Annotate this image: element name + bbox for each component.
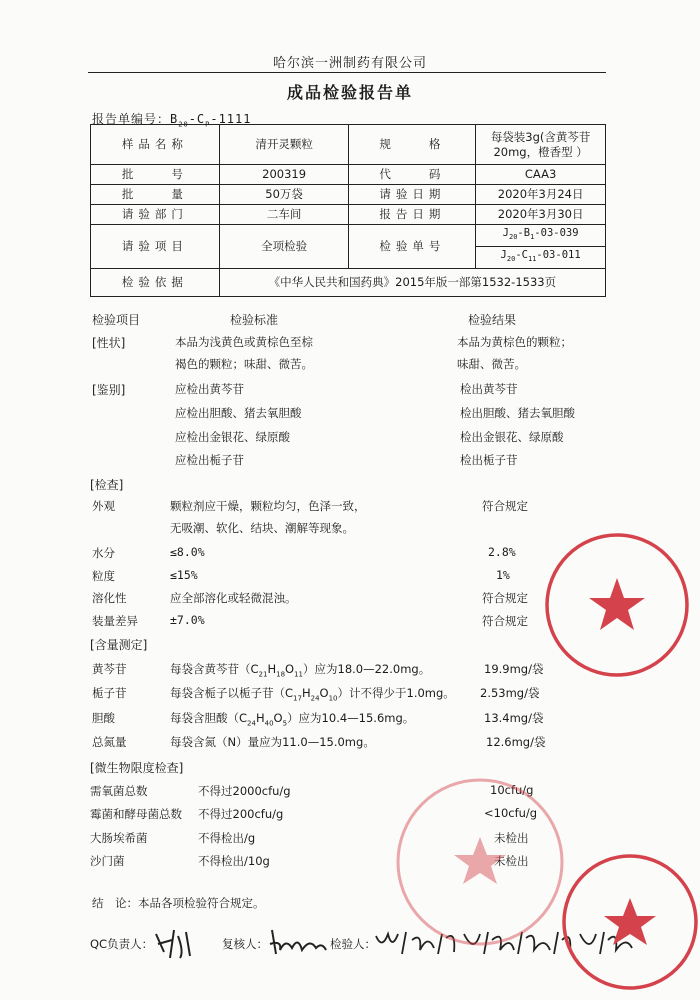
- traits-result-2: 味甜、微苦。: [457, 357, 526, 371]
- column-header-item: 检验项目: [92, 313, 141, 327]
- item-value: 全项检验: [219, 225, 349, 269]
- assay-result: 2.53mg/袋: [480, 686, 540, 700]
- appearance-standard-1: 颗粒剂应干燥，颗粒均匀，色泽一致，: [170, 499, 366, 513]
- batch-label: 批 号: [91, 165, 220, 185]
- column-header-result: 检验结果: [468, 313, 517, 327]
- inspection-result: 符合规定: [482, 614, 528, 628]
- microbial-item: 霉菌和酵母菌总数: [90, 807, 182, 821]
- assay-item: 总氮量: [92, 735, 127, 749]
- basis-value: 《中华人民共和国药典》2015年版一部第1532-1533页: [219, 269, 605, 297]
- section-traits: [性状]: [92, 336, 126, 350]
- inspection-item: 水分: [92, 546, 115, 560]
- quantity-value: 50万袋: [219, 185, 349, 205]
- spec-value: 每袋装3g(含黄芩苷 20mg，橙香型 ）: [476, 125, 606, 165]
- appearance-item: 外观: [92, 499, 115, 513]
- spec-label: 规 格: [349, 125, 476, 165]
- section-microbial: [微生物限度检查]: [90, 761, 184, 775]
- quality-seal-company: [393, 775, 568, 950]
- microbial-result: 未检出: [494, 854, 529, 868]
- inspection-result: 符合规定: [482, 591, 528, 605]
- header-rule: [88, 72, 606, 73]
- assay-standard: 每袋含胆酸$(C_{24}H_{40}O_5)$应为10.4—15.6mg。: [170, 711, 415, 728]
- section-identification: [鉴别]: [92, 383, 126, 397]
- qc-label: QC负责人：: [90, 937, 154, 951]
- inspection-standard: ≤15%: [170, 568, 198, 582]
- table-row: [91, 165, 606, 185]
- order-number-2: $J_{20}-C_{11}-03-011$: [476, 247, 606, 269]
- assay-standard: 每袋含黄芩苷$(C_{21}H_{18}O_{11})$应为18.0—22.0mg。: [170, 662, 431, 679]
- table-row: [91, 185, 606, 205]
- inspection-seal: [542, 530, 692, 680]
- microbial-item: 需氧菌总数: [90, 784, 148, 798]
- microbial-standard: 不得检出/g: [198, 831, 256, 845]
- traits-standard-1: 本品为浅黄色或黄棕色至棕: [175, 335, 313, 349]
- microbial-result: <10cfu/g: [484, 806, 538, 820]
- report-date-label: 报告日期: [349, 205, 476, 225]
- inspection-item: 粒度: [92, 569, 115, 583]
- request-date-label: 请验日期: [349, 185, 476, 205]
- quantity-label: 批 量: [91, 185, 220, 205]
- qc-signature: [150, 922, 200, 962]
- table-row: [91, 269, 606, 297]
- conclusion: 结 论：本品各项检验符合规定。: [92, 896, 265, 910]
- department-label: 请验部门: [91, 205, 220, 225]
- identification-result: 检出金银花、绿原酸: [460, 430, 564, 444]
- table-row: [91, 225, 606, 247]
- microbial-item: 大肠埃希菌: [90, 831, 148, 845]
- assay-result: 13.4mg/袋: [484, 711, 544, 725]
- inspection-standard: ±7.0%: [170, 613, 205, 627]
- table-row: [91, 205, 606, 225]
- identification-result: 检出黄芩苷: [460, 382, 518, 396]
- order-label: 检验单号: [349, 225, 476, 269]
- quality-seal-distributor: [560, 852, 700, 992]
- identification-standard: 应检出金银花、绿原酸: [175, 430, 290, 444]
- assay-item: 黄芩苷: [92, 662, 127, 676]
- section-inspection: [检查]: [90, 478, 124, 492]
- item-label: 请验项目: [91, 225, 220, 269]
- identification-standard: 应检出黄芩苷: [175, 382, 244, 396]
- appearance-result: 符合规定: [482, 499, 528, 513]
- microbial-item: 沙门菌: [90, 854, 125, 868]
- request-date-value: 2020年3月24日: [476, 185, 606, 205]
- inspector-label: 检验人：: [330, 937, 376, 951]
- report-date-value: 2020年3月30日: [476, 205, 606, 225]
- assay-result: 19.9mg/袋: [484, 662, 544, 676]
- sample-info-table: [90, 124, 606, 297]
- sample-name-value: 清开灵颗粒: [219, 125, 349, 165]
- traits-result-1: 本品为黄棕色的颗粒；: [457, 335, 572, 349]
- inspection-item: 溶化性: [92, 591, 127, 605]
- identification-standard: 应检出胆酸、猪去氧胆酸: [175, 406, 302, 420]
- batch-value: 200319: [219, 165, 349, 185]
- code-label: 代 码: [349, 165, 476, 185]
- traits-standard-2: 褐色的颗粒；味甜、微苦。: [175, 357, 313, 371]
- assay-item: 胆酸: [92, 711, 115, 725]
- microbial-standard: 不得过200cfu/g: [198, 807, 284, 821]
- inspection-item: 装量差异: [92, 614, 138, 628]
- order-number-1: $J_{20}-B_1-03-039$: [476, 225, 606, 247]
- reviewer-label: 复核人：: [222, 937, 268, 951]
- code-value: CAA3: [476, 165, 606, 185]
- assay-result: 12.6mg/袋: [486, 735, 546, 749]
- table-row: [91, 125, 606, 165]
- reviewer-signature: [268, 920, 328, 960]
- department-value: 二车间: [219, 205, 349, 225]
- inspection-result: 1%: [496, 568, 510, 582]
- section-assay: [含量测定]: [90, 638, 148, 652]
- basis-label: 检验依据: [91, 269, 220, 297]
- sample-name-label: 样品名称: [91, 125, 220, 165]
- inspection-result: 2.8%: [488, 545, 516, 559]
- report-title: 成品检验报告单: [286, 83, 413, 102]
- microbial-standard: 不得过2000cfu/g: [198, 784, 291, 798]
- microbial-result: 未检出: [494, 831, 529, 845]
- company-name: 哈尔滨一洲制药有限公司: [272, 56, 427, 71]
- assay-item: 栀子苷: [92, 686, 127, 700]
- assay-standard: 每袋含氮（N）量应为11.0—15.0mg。: [170, 735, 375, 749]
- identification-standard: 应检出栀子苷: [175, 453, 244, 467]
- column-header-standard: 检验标准: [230, 313, 279, 327]
- identification-result: 检出胆酸、猪去氧胆酸: [460, 406, 575, 420]
- assay-standard: 每袋含栀子以栀子苷$(C_{17}H_{24}O_{10})$计不得少于1.0mg。: [170, 686, 455, 703]
- microbial-result: 10cfu/g: [490, 783, 534, 797]
- microbial-standard: 不得检出/10g: [198, 854, 270, 868]
- inspection-standard: ≤8.0%: [170, 545, 205, 559]
- identification-result: 检出栀子苷: [460, 453, 518, 467]
- report-number: 报告单编号：$B_{20}-C_P-1111$: [92, 112, 252, 129]
- inspection-standard: 应全部溶化或轻微混浊。: [170, 591, 297, 605]
- appearance-standard-2: 无吸潮、软化、结块、潮解等现象。: [170, 521, 354, 535]
